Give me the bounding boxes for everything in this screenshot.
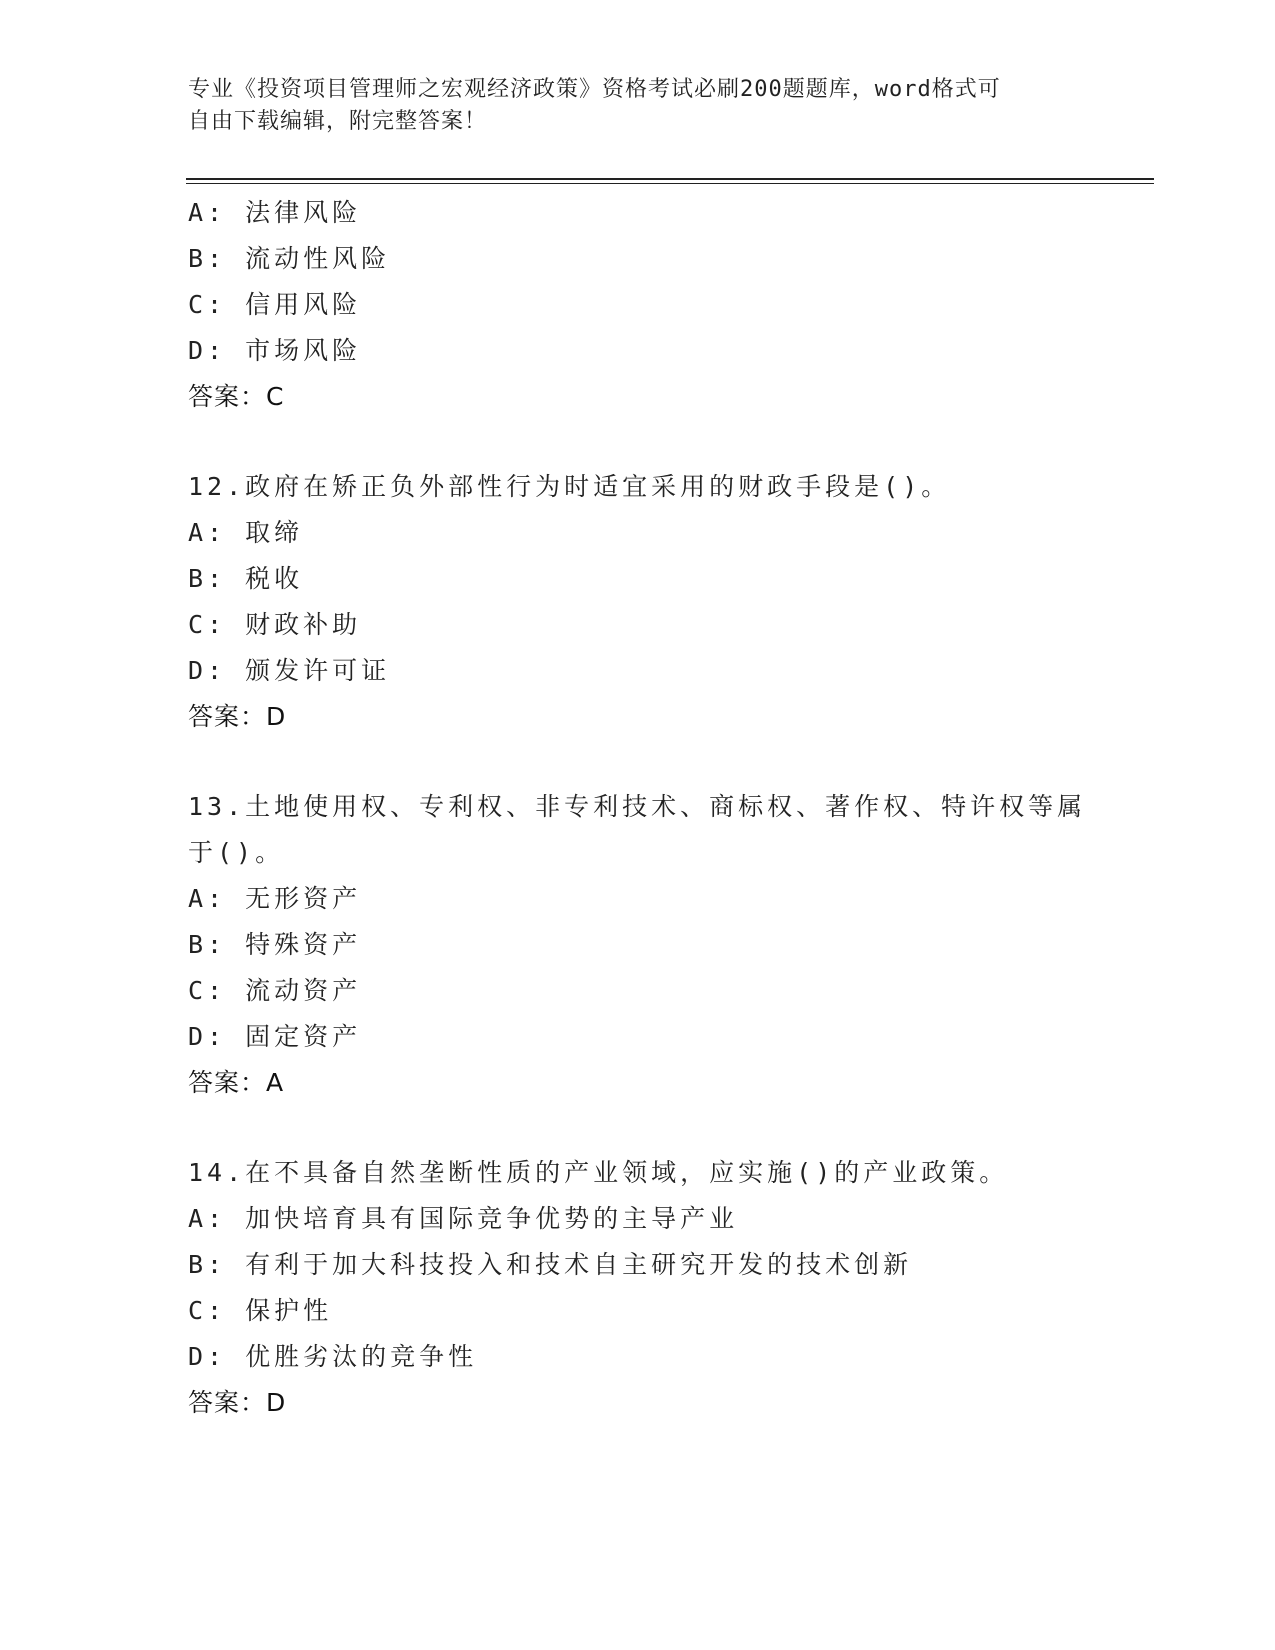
answer-line: 答案：D xyxy=(188,1388,287,1417)
question-block-11 xyxy=(188,190,1148,420)
option-c: C: 财政补助 xyxy=(188,610,362,639)
option-d: D: 颁发许可证 xyxy=(188,656,391,685)
spacer xyxy=(188,1106,1148,1150)
option-a: A: 加快培育具有国际竞争优势的主导产业 xyxy=(188,1204,739,1233)
answer-line: 答案：D xyxy=(188,702,287,731)
spacer xyxy=(188,420,1148,464)
option-d: D: 优胜劣汰的竞争性 xyxy=(188,1342,478,1371)
option-c: C: 保护性 xyxy=(188,1296,333,1325)
option-b: B: 特殊资产 xyxy=(188,930,362,959)
header-divider-thick xyxy=(186,178,1154,180)
question-block-13 xyxy=(188,784,1148,1106)
question-stem: 14.在不具备自然垄断性质的产业领域，应实施()的产业政策。 xyxy=(188,1158,1009,1187)
question-block-12 xyxy=(188,464,1148,740)
option-c: C: 流动资产 xyxy=(188,976,362,1005)
option-a: A: 无形资产 xyxy=(188,884,362,913)
question-stem-line-2: 于()。 xyxy=(188,838,285,867)
option-b: B: 有利于加大科技投入和技术自主研究开发的技术创新 xyxy=(188,1250,913,1279)
question-stem: 12.政府在矫正负外部性行为时适宜采用的财政手段是()。 xyxy=(188,472,951,501)
option-a: A: 法律风险 xyxy=(188,198,362,227)
option-a: A: 取缔 xyxy=(188,518,304,547)
option-d: D: 市场风险 xyxy=(188,336,362,365)
spacer xyxy=(188,740,1148,784)
option-b: B: 流动性风险 xyxy=(188,244,391,273)
answer-line: 答案：C xyxy=(188,382,285,411)
option-d: D: 固定资产 xyxy=(188,1022,362,1051)
question-list xyxy=(188,190,1148,1426)
question-block-14 xyxy=(188,1150,1148,1426)
answer-line: 答案：A xyxy=(188,1068,285,1097)
header-divider-thin xyxy=(186,183,1154,184)
header-line-1: 专业《投资项目管理师之宏观经济政策》资格考试必刷200题题库，word格式可 xyxy=(188,77,1001,102)
option-c: C: 信用风险 xyxy=(188,290,362,319)
question-stem-line-1: 13.土地使用权、专利权、非专利技术、商标权、著作权、特许权等属 xyxy=(188,792,1087,821)
option-b: B: 税收 xyxy=(188,564,304,593)
header-line-2: 自由下载编辑，附完整答案！ xyxy=(188,109,488,134)
page-header xyxy=(188,74,1068,138)
